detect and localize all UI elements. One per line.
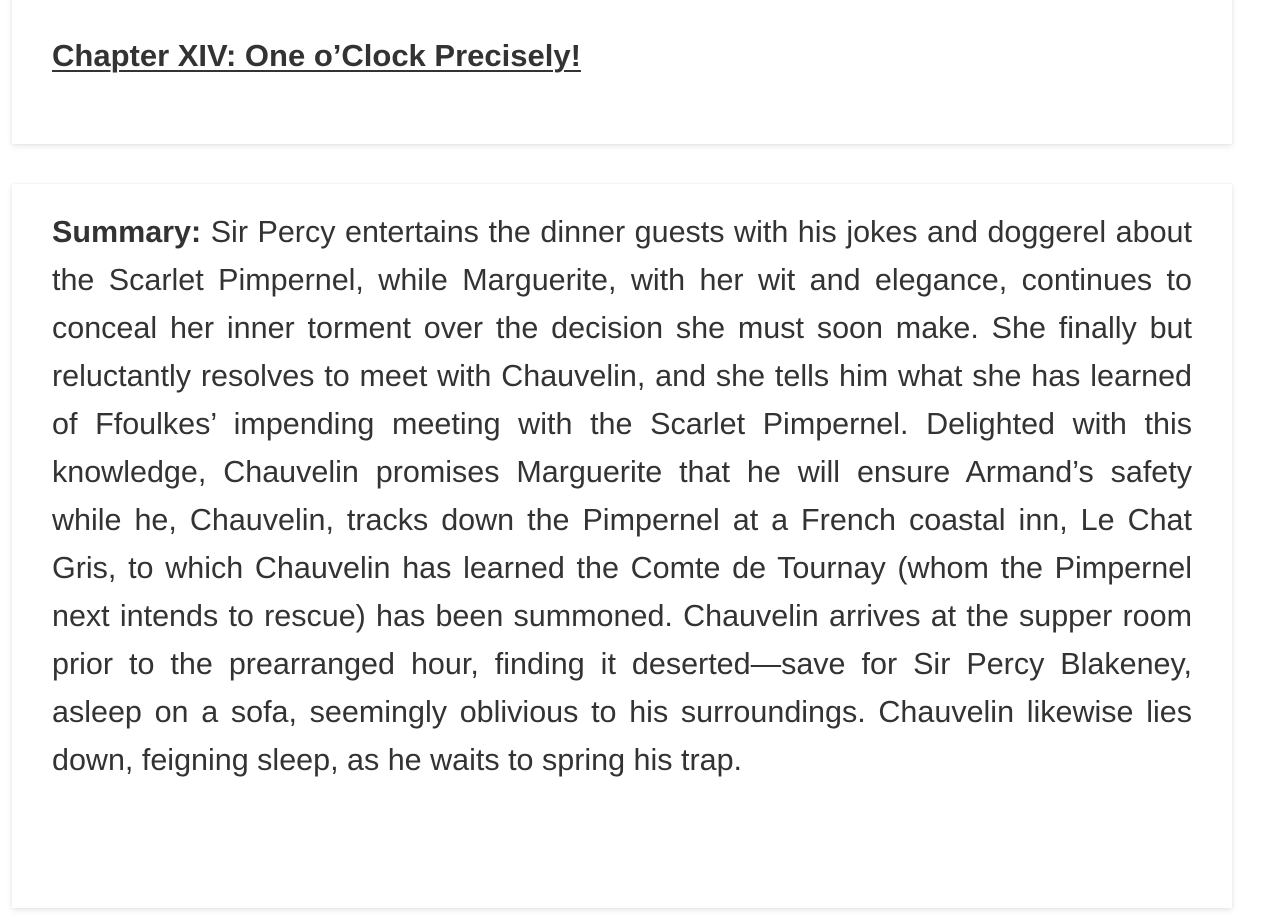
summary-text: Sir Percy entertains the dinner guests with his jokes and doggerel about the Scarlet Pimpernel, while Marguerite, with her wit and elegance, continues to conceal her inner torment over the decision she must soon make. She finally but reluctantly resolves to meet with Chauvelin, and she tells him what she has learned of Ffoulkes’ impending meeting with the Scarlet Pimpernel. Delighted with this knowledge, Chauvelin promises Marguerite that he will ensure Armand’s safety while he, Chauvelin, tracks down the Pimpernel at a French coastal inn, Le Chat Gris, to which Chauvelin has learned the Comte de Tournay (whom the Pimpernel next intends to rescue) has been summoned. Chauvelin arrives at the supper room prior to the prearranged hour, finding it deserted—save for Sir Percy Blakeney, asleep on a sofa, seemingly oblivious to his surroundings. Chauvelin likewise lies down, feigning sleep, as he waits to spring his trap. [52, 215, 1192, 777]
chapter-title-card [12, 0, 1232, 144]
chapter-title-link[interactable]: Chapter XIV: One o’Clock Precisely! [52, 38, 581, 73]
summary-card [12, 184, 1232, 908]
summary-label: Summary: [52, 215, 202, 249]
summary-paragraph [52, 208, 1192, 784]
